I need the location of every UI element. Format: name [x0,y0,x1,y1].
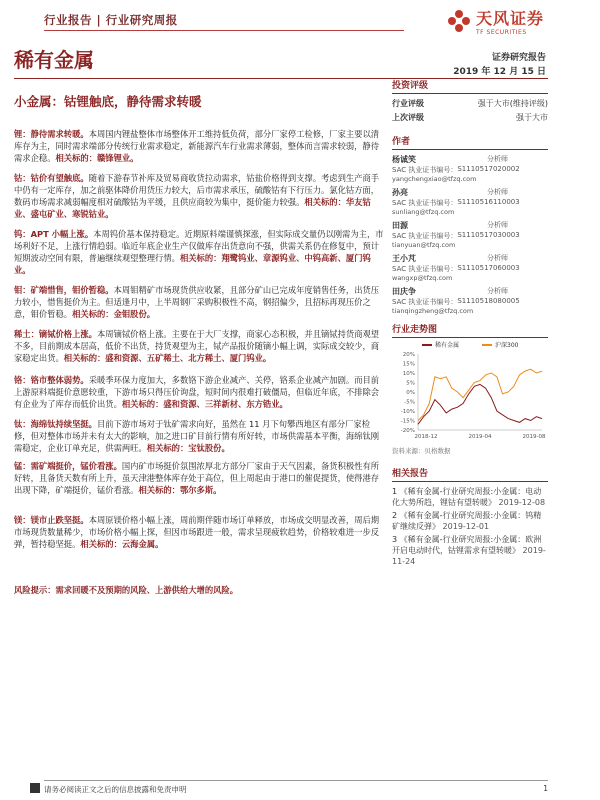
author-entry [392,154,548,183]
related-title: 相关报告 [392,469,429,479]
report-category: 行业报告 | 行业研究周报 [44,13,178,27]
header-divider [44,30,404,31]
y-tick-label: 15% [402,361,415,368]
logo [446,6,544,36]
author-cert-row [392,165,548,175]
series-line [418,369,542,420]
related-box [392,466,548,569]
x-tick-label: 2019-04 [468,434,492,440]
rating-prev [392,112,548,123]
paragraph [14,584,386,596]
trend-chart [392,338,550,442]
rating-industry [392,98,548,109]
chart-section-title: 行业走势图 [392,325,438,335]
series-line [418,384,542,424]
paragraph-related: 相关标的：云海金属。 [80,539,164,549]
paragraph-lead: 钴：钴价有望触底。 [14,173,89,183]
author-name: 孙亮 [392,188,408,197]
author-role: 分析师 [487,254,508,262]
paragraph-lead: 钼：矿端惜售，钼价暂稳。 [14,285,114,295]
rating-industry-label: 行业评级 [392,99,424,108]
paragraph-body: 随着下游春节补库及贸易商收货拉动需求，钴盐价格得到支撑。考虑到生产商手中仍有一定库存，加之前驱体降价用货压力较大，后市需求承压，硫酸钴有下行压力。氯化钴方面，数码市场需求减弱幅度相对硫酸钴为平缓，且供应商较为集中，挺价能力较强。 [14,173,380,207]
x-tick-label: 2019-08 [522,434,546,440]
author-name: 杨诚笑 [392,155,416,164]
paragraph-lead: 风险提示：需求回暖不及预期的风险、上游供给大增的风险。 [14,585,239,595]
related-report-date: 2019-12-08 [498,498,546,507]
paragraph-related: 相关标的：盛和资源、五矿稀土、北方稀土、厦门钨业。 [63,353,272,363]
related-divider [392,481,548,482]
author-cert: S1110517060003 [457,264,520,272]
author-cert-label: SAC 执业证书编号： [392,232,458,240]
y-tick-label: 0% [406,390,415,396]
author-entry [392,220,548,249]
paragraph [14,328,386,364]
paragraph-related: 相关标的：鄂尔多斯。 [138,485,222,495]
footer-disclaimer: 请务必阅读正文之后的信息披露和免责申明 [44,785,187,794]
related-report[interactable] [392,510,548,532]
paragraph [14,128,386,164]
x-tick-label: 2018-12 [414,434,438,440]
author-cert-label: SAC 执业证书编号： [392,298,458,306]
rating-prev-label: 上次评级 [392,113,424,122]
paragraph-related: 相关标的：盛和资源、三祥新材、东方锆业。 [121,399,288,409]
paragraph-lead: 稀土：镝铽价格上涨。 [14,329,97,339]
page-number: 1 [543,784,548,793]
paragraph [14,418,386,454]
rating-industry-value: 强于大市(维持评级) [477,99,548,108]
paragraph-related: 相关标的：宝钛股份。 [146,443,230,453]
authors-title: 作者 [392,137,411,147]
author-email[interactable]: tianyuan@tfzq.com [392,241,456,249]
author-name-row [392,286,548,297]
rating-title: 投资评级 [392,81,429,91]
author-entry [392,187,548,216]
chart-section-header [392,322,548,338]
paragraph-lead: 钨：APT 小幅上涨。 [14,229,94,239]
logo-mark-icon [446,9,472,33]
y-tick-label: -5% [404,399,415,406]
author-name-row [392,220,548,231]
author-name-row [392,154,548,165]
paragraph-body: 本周钨价基本保持稳定。近期原料端谨慎探涨，但实际成交量仍以刚需为主，市场利好不足，上涨行情趋弱。临近年底企业生产仅做库存出货意向不强，供需关系仍在修复中，预计短期波动空间有限，普遍继续观望整理行情。 [14,229,384,263]
author-cert: S1110517020002 [457,165,520,173]
author-cert-label: SAC 执业证书编号： [392,166,458,174]
authors-divider [392,149,548,150]
related-report-title[interactable]: 1 《稀有金属-行业研究周报:小金属：电动化大势所趋，锂钴有望转暖》 [392,487,542,507]
author-role: 分析师 [487,188,508,196]
rating-prev-value: 强于大市 [516,113,548,122]
paragraph-lead: 铬：铬市整体弱势。 [14,375,89,385]
author-role: 分析师 [487,155,508,163]
author-name-row [392,187,548,198]
author-cert-row [392,231,548,241]
paragraph-body: 本周国内锂盐整体市场整体开工维持低负荷，部分厂家停工检修，厂家主要以清库存为主，同时需求端部分传统行业需求稳定，新能源汽车行业需求薄弱，整体而言需求较弱，静待需求企稳。 [14,129,380,163]
paragraph [14,228,386,276]
author-entry [392,253,548,282]
paragraph [14,284,386,320]
paragraph-body: 目前下游市场对于钛矿需求向好，虽然在 11 月下旬攀西地区有部分厂家检修，但对整体市场并未有太大的影响，加之进口矿目前行情有所好转，市场供需基本平衡，海绵钛刚需稳定，企业订单充足，供需两旺。 [14,419,380,453]
y-tick-label: -20% [400,428,415,434]
paragraph-lead: 锰：需矿端挺价，锰价看涨。 [14,461,122,471]
chart-source: 资料来源：贝格数据 [392,447,451,455]
author-email[interactable]: yangchengxiao@tfzq.com [392,175,477,183]
legend-label: 稀有金属 [435,342,460,349]
paragraph [14,460,386,496]
y-tick-label: 10% [402,371,415,377]
author-name: 王小芃 [392,254,416,263]
authors-list [392,154,548,315]
qr-code-icon [30,783,40,793]
paragraph-lead: 钛：海绵钛持续坚挺。 [14,419,97,429]
rating-divider [392,93,548,94]
logo-name: 天风证券 [475,9,544,28]
author-email[interactable]: tianqingzheng@tfzq.com [392,307,474,315]
related-report-title[interactable]: 2 《稀有金属-行业研究周报:小金属：钨精矿继续反弹》 [392,511,542,531]
author-cert: S1110518080005 [457,297,520,305]
paragraph-body: 国内矿市场挺价氛围浓厚北方部分厂家由于天气因素，备货积极性有所好转，且备货天数有所上升，虽天津港整体库存处于高位，但上周起由于港口的催促提货，使得港存出现下降，矿端挺价，锰价看涨。 [14,461,380,495]
y-tick-label: -15% [400,418,415,425]
author-entry [392,286,548,315]
author-role: 分析师 [487,221,508,229]
related-report[interactable] [392,534,548,567]
author-cert-label: SAC 执业证书编号： [392,199,458,207]
related-report[interactable] [392,486,548,508]
sector-title: 稀有金属 [14,48,94,72]
report-type: 证券研究报告 [491,53,546,63]
paragraph [14,172,386,220]
authors-box [392,134,548,319]
author-cert-label: SAC 执业证书编号： [392,265,458,273]
paragraph-lead: 锂：静待需求转暖。 [14,129,89,139]
paragraph-related: 相关标的：华友钴业、盛屯矿业、寒锐钴业。 [14,197,371,219]
author-name-row [392,253,548,264]
report-date: 2019 年 12 月 15 日 [453,67,546,77]
paragraph-body: 本周原镁价格小幅上涨，周前期伴随市场订单释放，市场成交明显改善，周后期市场现货数量稀少，市场价格小幅上探，但因市场跟进一般，需求呈现疲软趋势，价格较难进一步反弹，暂持稳坚挺。 [14,515,380,549]
author-cert-row [392,297,548,307]
paragraph-body: 采暖季环保力度加大，多数铬下游企业减产、关停，铬系企业减产加剧。而目前上游原料端挺价意愿较重，下游市场只得压价询盘，短时间内很难打破僵局，但临近年底，不排除会有企业为了库存而低价出货。 [14,375,380,409]
related-report-title[interactable]: 3 《稀有金属-行业研究周报:小金属：欧洲开启电动时代，钴锂需求有望转暖》 [392,535,542,555]
author-name: 田庆争 [392,287,416,296]
author-cert-row [392,198,548,208]
related-report-date: 2019-11-24 [392,546,546,566]
y-tick-label: 20% [402,352,415,358]
paragraph-related: 相关标的：金钼股份。 [72,309,156,319]
paragraph-body: 本周钼精矿市场现货供应收紧，且部分矿山已完成年度销售任务，出货压力较小，惜售挺价为主。但适逢月中，上半周钢厂采购积极性不高，钢招偏少，且招标再现压价之意，钼价暂稳。 [14,285,380,319]
y-tick-label: 5% [406,380,415,387]
legend-label: 沪深300 [495,342,519,349]
paragraph-body: 本周镝铽价格上涨。主要在于大厂支撑，商家心态积极，并且镝铽持货商观望不多，目前期成本居高，低价不出货，持货观望为主，铽产品报价随镝小幅上调，实际成交较少，商家稳定出货。 [14,329,380,363]
author-name: 田源 [392,221,408,230]
related-report-date: 2019-12-01 [442,522,490,531]
author-email[interactable]: wangxp@tfzq.com [392,274,453,282]
paragraph [14,514,386,550]
author-cert: S1110516110003 [457,198,520,206]
logo-subtitle: TF SECURITIES [475,29,527,36]
author-role: 分析师 [487,287,508,295]
footer-divider [44,780,548,781]
y-tick-label: -10% [400,409,415,415]
paragraph-lead: 镁：镁市止跌坚挺。 [14,515,89,525]
paragraph-related: 相关标的：赣锋锂业。 [55,153,139,163]
related-list [392,486,548,567]
rating-box [392,78,548,123]
paragraph [14,374,386,410]
headline: 小金属：钴锂触底，静待需求转暖 [14,94,202,109]
author-cert: S1110517030003 [457,231,520,239]
paragraph-related: 相关标的：翔鹭钨业、章源钨业、中钨高新、厦门钨业。 [14,253,371,275]
author-cert-row [392,264,548,274]
author-email[interactable]: sunliang@tfzq.com [392,208,455,216]
